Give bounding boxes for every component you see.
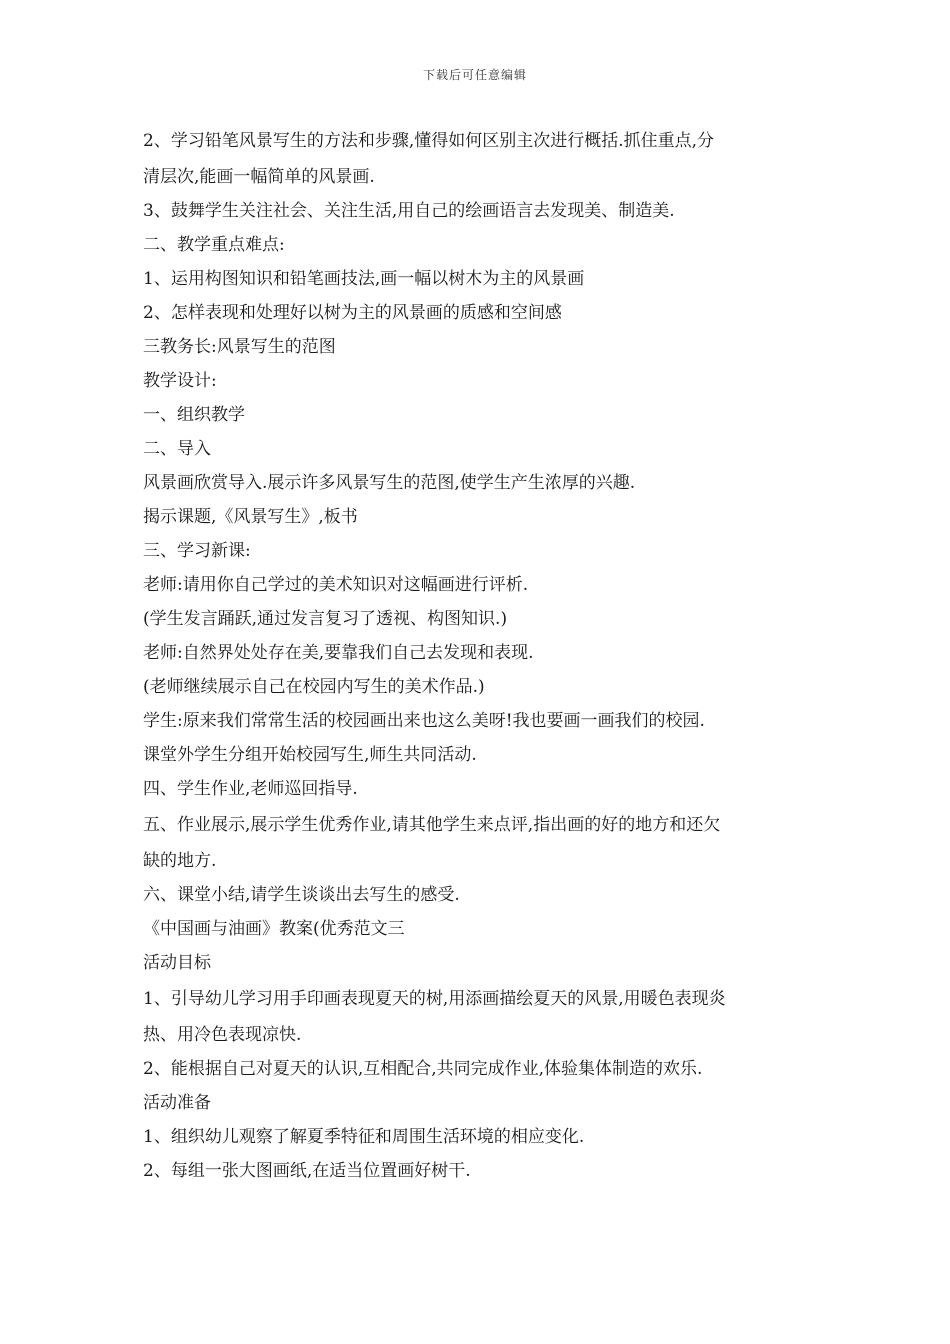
text-line: 老师:自然界处处存在美,要靠我们自己去发现和表现. <box>143 643 534 663</box>
page-header-note: 下载后可任意编辑 <box>422 68 527 82</box>
text-line: 清层次,能画一幅简单的风景画. <box>143 167 375 187</box>
section-heading: 二、导入 <box>143 439 211 459</box>
document-body <box>143 122 813 1188</box>
text-line: 热、用冷色表现凉快. <box>143 1025 302 1045</box>
text-line: 揭示课题,《风景写生》,板书 <box>143 507 358 527</box>
text-line: 老师:请用你自己学过的美术知识对这幅画进行评析. <box>143 575 529 595</box>
section-heading: 教学设计: <box>143 371 217 391</box>
text-line: (老师继续展示自己在校园内写生的美术作品.) <box>143 677 485 697</box>
text-line: 1、运用构图知识和铅笔画技法,画一幅以树木为主的风景画 <box>143 269 585 289</box>
text-line: 风景画欣赏导入.展示许多风景写生的范图,使学生产生浓厚的兴趣. <box>143 473 636 493</box>
text-line: 学生:原来我们常常生活的校园画出来也这么美呀!我也要画一画我们的校园. <box>143 711 705 731</box>
text-line: 1、组织幼儿观察了解夏季特征和周围生活环境的相应变化. <box>143 1127 585 1147</box>
section-heading: 活动目标 <box>143 953 211 973</box>
text-line: 2、能根据自己对夏天的认识,互相配合,共同完成作业,体验集体制造的欢乐. <box>143 1059 703 1079</box>
text-line: 3、鼓舞学生关注社会、关注生活,用自己的绘画语言去发现美、制造美. <box>143 201 675 221</box>
document-title: 《中国画与油画》教案(优秀范文三 <box>143 919 405 939</box>
text-line: 2、怎样表现和处理好以树为主的风景画的质感和空间感 <box>143 303 562 323</box>
section-heading: 三、学习新课: <box>143 541 251 561</box>
text-line: 2、学习铅笔风景写生的方法和步骤,懂得如何区别主次进行概括.抓住重点,分 <box>143 131 715 151</box>
text-line: 五、作业展示,展示学生优秀作业,请其他学生来点评,指出画的好的地方和还欠 <box>143 815 721 835</box>
section-heading: 活动准备 <box>143 1093 211 1113</box>
text-line: 1、引导幼儿学习用手印画表现夏天的树,用添画描绘夏天的风景,用暖色表现炎 <box>143 989 726 1009</box>
section-heading: 二、教学重点难点: <box>143 235 285 255</box>
text-line: 课堂外学生分组开始校园写生,师生共同活动. <box>143 745 477 765</box>
section-heading: 六、课堂小结,请学生谈谈出去写生的感受. <box>143 885 460 905</box>
section-heading: 四、学生作业,老师巡回指导. <box>143 779 358 799</box>
text-line: 缺的地方. <box>143 851 217 871</box>
section-heading: 一、组织教学 <box>143 405 245 425</box>
text-line: (学生发言踊跃,通过发言复习了透视、构图知识.) <box>143 609 508 629</box>
text-line: 2、每组一张大图画纸,在适当位置画好树干. <box>143 1161 471 1181</box>
text-line: 三教务长:风景写生的范图 <box>143 337 336 357</box>
